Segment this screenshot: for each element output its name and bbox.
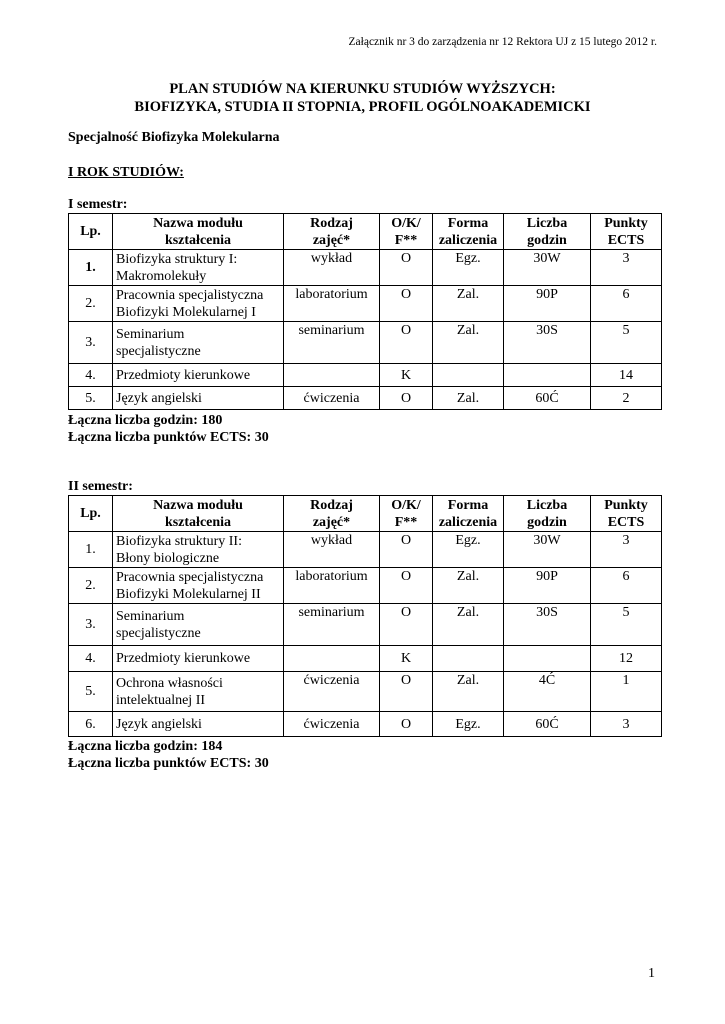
- row-ects: 6: [591, 286, 662, 322]
- row-name: Przedmioty kierunkowe: [113, 364, 284, 387]
- row-form: Egz.: [433, 712, 504, 737]
- row-lp: 2.: [69, 568, 113, 604]
- col-lp: Lp.: [69, 214, 113, 250]
- semester1-total-hours: Łączna liczba godzin: 180: [68, 413, 223, 428]
- row-ects: 12: [591, 646, 662, 672]
- row-okf: K: [380, 646, 433, 672]
- table-row: [69, 646, 662, 672]
- col-form: Forma zaliczenia: [433, 214, 504, 250]
- semester2-total-hours: Łączna liczba godzin: 184: [68, 739, 223, 754]
- row-name: Seminarium specjalistyczne: [113, 322, 284, 364]
- col-hours: Liczba godzin: [504, 214, 591, 250]
- semester2-label: II semestr:: [68, 479, 133, 494]
- row-lp: 1.: [69, 250, 113, 286]
- col-okf: O/K/ F**: [380, 214, 433, 250]
- table-row: [69, 604, 662, 646]
- row-lp: 4.: [69, 646, 113, 672]
- row-hours: 30S: [504, 322, 591, 364]
- row-ects: 3: [591, 532, 662, 568]
- semester2-total-ects: Łączna liczba punktów ECTS: 30: [68, 756, 269, 771]
- row-ects: 5: [591, 322, 662, 364]
- row-name: Pracownia specjalistyczna Biofizyki Molekularnej II: [113, 568, 284, 604]
- row-hours: 4Ć: [504, 672, 591, 712]
- row-ects: 3: [591, 712, 662, 737]
- semester2-table: [68, 495, 662, 737]
- table-row: [69, 712, 662, 737]
- row-form: Zal.: [433, 387, 504, 410]
- table-row: [69, 364, 662, 387]
- row-hours: 60Ć: [504, 387, 591, 410]
- row-okf: O: [380, 387, 433, 410]
- table-row: [69, 322, 662, 364]
- row-okf: O: [380, 250, 433, 286]
- row-lp: 6.: [69, 712, 113, 737]
- col-ects: Punkty ECTS: [591, 496, 662, 532]
- row-name: Seminarium specjalistyczne: [113, 604, 284, 646]
- row-form: Zal.: [433, 604, 504, 646]
- row-form: Zal.: [433, 672, 504, 712]
- table-header-row: [69, 214, 662, 250]
- row-ects: 1: [591, 672, 662, 712]
- row-lp: 2.: [69, 286, 113, 322]
- col-okf: O/K/ F**: [380, 496, 433, 532]
- row-type: ćwiczenia: [284, 387, 380, 410]
- table-row: [69, 672, 662, 712]
- row-type: seminarium: [284, 604, 380, 646]
- table-row: [69, 250, 662, 286]
- row-type: seminarium: [284, 322, 380, 364]
- row-name: Ochrona własności intelektualnej II: [113, 672, 284, 712]
- row-hours: 30W: [504, 250, 591, 286]
- row-okf: O: [380, 286, 433, 322]
- row-hours: [504, 646, 591, 672]
- row-type: wykład: [284, 250, 380, 286]
- table-header-row: [69, 496, 662, 532]
- row-type: [284, 646, 380, 672]
- row-okf: O: [380, 568, 433, 604]
- row-name: Język angielski: [113, 387, 284, 410]
- document-title-line1: PLAN STUDIÓW NA KIERUNKU STUDIÓW WYŻSZYCH:: [169, 81, 556, 97]
- table-row: [69, 387, 662, 410]
- row-hours: 30S: [504, 604, 591, 646]
- row-form: [433, 646, 504, 672]
- col-type: Rodzaj zajęć*: [284, 496, 380, 532]
- row-form: Egz.: [433, 250, 504, 286]
- row-name: Biofizyka struktury II: Błony biologiczne: [113, 532, 284, 568]
- row-lp: 3.: [69, 604, 113, 646]
- row-form: Zal.: [433, 568, 504, 604]
- row-okf: O: [380, 532, 433, 568]
- row-type: laboratorium: [284, 568, 380, 604]
- col-hours: Liczba godzin: [504, 496, 591, 532]
- col-ects: Punkty ECTS: [591, 214, 662, 250]
- table-row: [69, 286, 662, 322]
- row-hours: [504, 364, 591, 387]
- header-note: Załącznik nr 3 do zarządzenia nr 12 Rektora UJ z 15 lutego 2012 r.: [348, 36, 657, 48]
- semester1-label: I semestr:: [68, 197, 128, 212]
- row-form: [433, 364, 504, 387]
- row-type: ćwiczenia: [284, 712, 380, 737]
- row-ects: 2: [591, 387, 662, 410]
- page-number: 1: [648, 966, 655, 981]
- row-name: Przedmioty kierunkowe: [113, 646, 284, 672]
- row-hours: 90P: [504, 286, 591, 322]
- col-type: Rodzaj zajęć*: [284, 214, 380, 250]
- row-lp: 5.: [69, 672, 113, 712]
- row-ects: 6: [591, 568, 662, 604]
- row-ects: 3: [591, 250, 662, 286]
- row-lp: 1.: [69, 532, 113, 568]
- table-row: [69, 532, 662, 568]
- row-okf: O: [380, 672, 433, 712]
- year-heading: I ROK STUDIÓW:: [68, 165, 184, 180]
- row-hours: 30W: [504, 532, 591, 568]
- table-row: [69, 568, 662, 604]
- specialization-label: Specjalność Biofizyka Molekularna: [68, 130, 280, 145]
- row-lp: 5.: [69, 387, 113, 410]
- document-title-line2: BIOFIZYKA, STUDIA II STOPNIA, PROFIL OGÓLNOAKADEMICKI: [134, 99, 591, 115]
- row-okf: O: [380, 604, 433, 646]
- row-name: Pracownia specjalistyczna Biofizyki Molekularnej I: [113, 286, 284, 322]
- row-form: Egz.: [433, 532, 504, 568]
- row-ects: 5: [591, 604, 662, 646]
- row-okf: O: [380, 322, 433, 364]
- row-okf: O: [380, 712, 433, 737]
- semester1-total-ects: Łączna liczba punktów ECTS: 30: [68, 430, 269, 445]
- col-name: Nazwa modułu kształcenia: [113, 496, 284, 532]
- row-ects: 14: [591, 364, 662, 387]
- row-type: laboratorium: [284, 286, 380, 322]
- row-hours: 60Ć: [504, 712, 591, 737]
- row-name: Język angielski: [113, 712, 284, 737]
- row-lp: 3.: [69, 322, 113, 364]
- semester1-table: [68, 213, 662, 410]
- row-type: [284, 364, 380, 387]
- row-hours: 90P: [504, 568, 591, 604]
- row-form: Zal.: [433, 286, 504, 322]
- col-form: Forma zaliczenia: [433, 496, 504, 532]
- col-lp: Lp.: [69, 496, 113, 532]
- row-okf: K: [380, 364, 433, 387]
- col-name: Nazwa modułu kształcenia: [113, 214, 284, 250]
- row-type: wykład: [284, 532, 380, 568]
- row-lp: 4.: [69, 364, 113, 387]
- row-type: ćwiczenia: [284, 672, 380, 712]
- row-form: Zal.: [433, 322, 504, 364]
- row-name: Biofizyka struktury I: Makromolekuły: [113, 250, 284, 286]
